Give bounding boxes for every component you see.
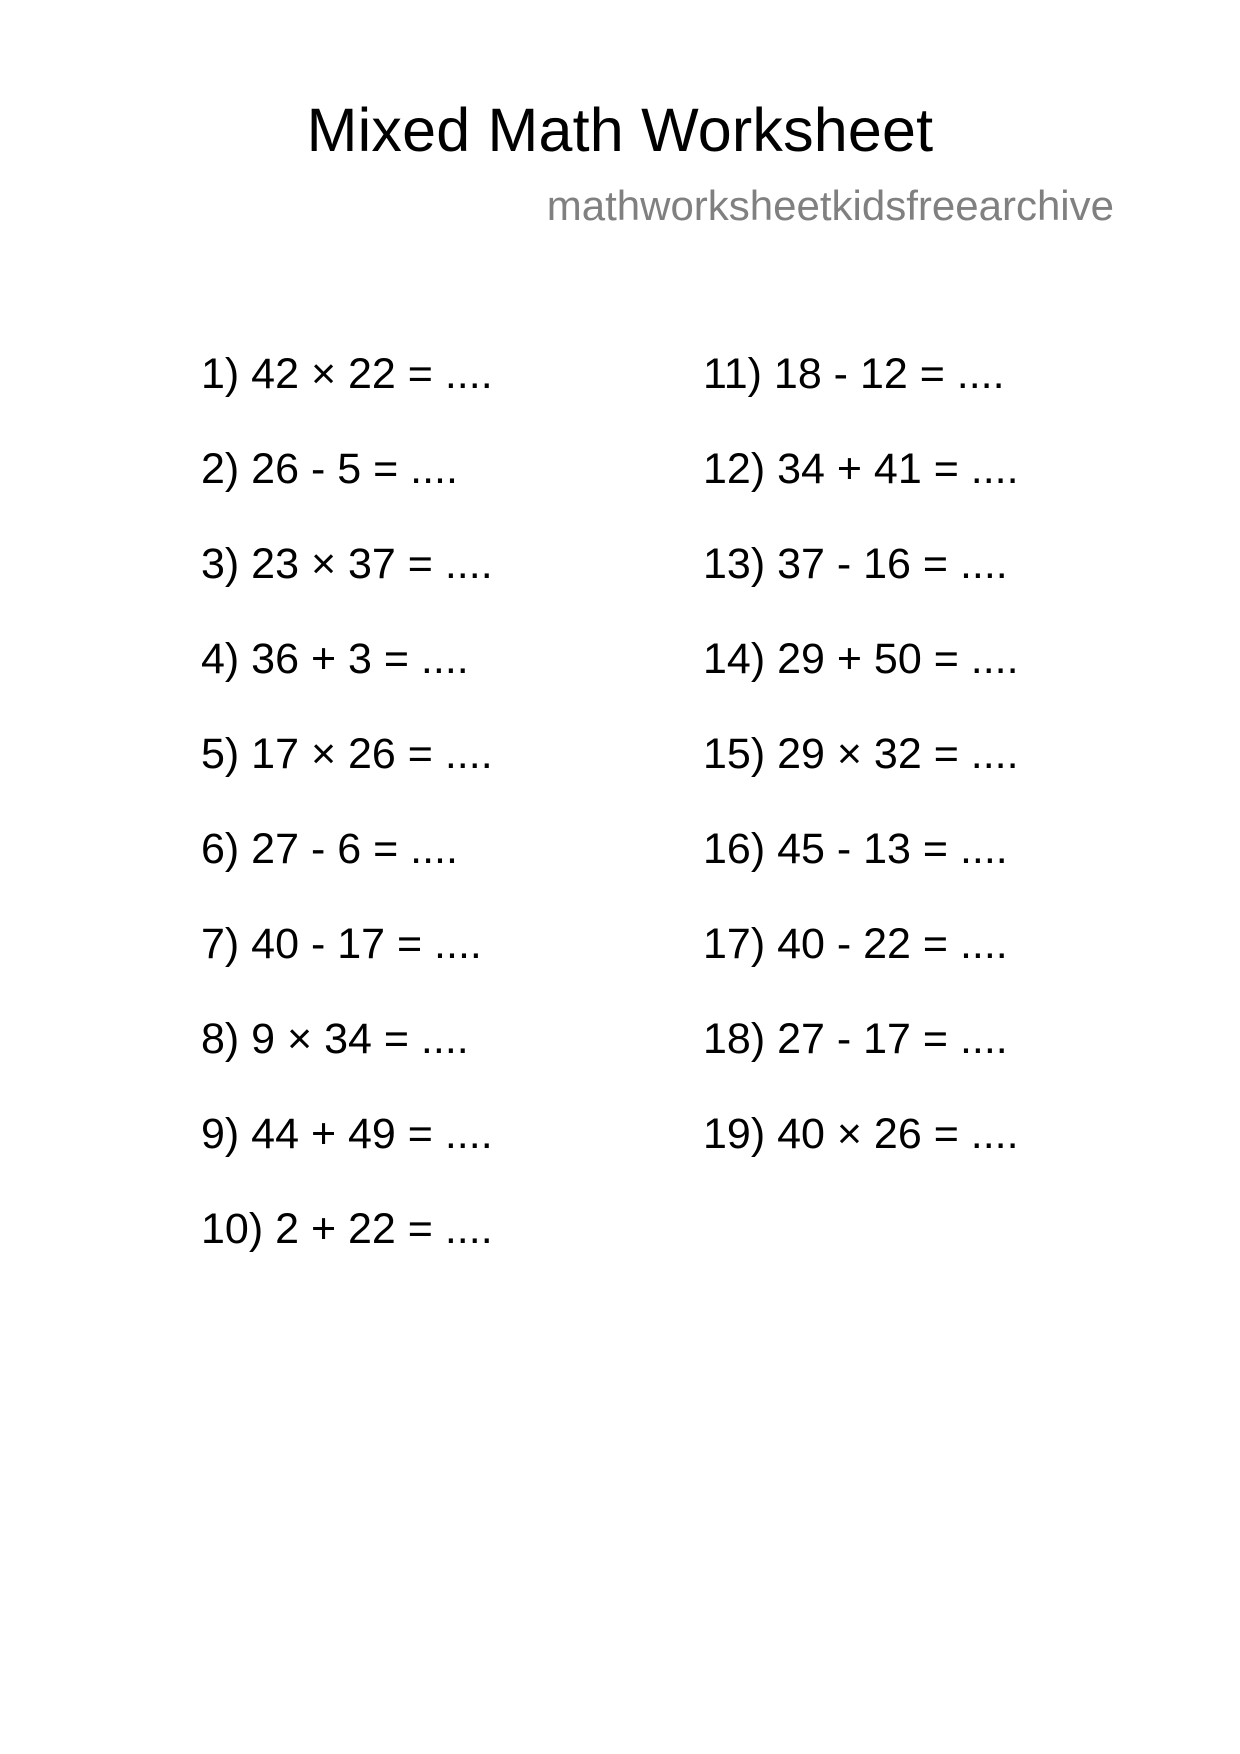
math-problem: 1) 42 × 22 = .... (201, 350, 493, 398)
math-problem: 9) 44 + 49 = .... (201, 1110, 493, 1158)
math-problem: 2) 26 - 5 = .... (201, 445, 458, 493)
problems-left-column (201, 348, 493, 1298)
math-problem: 13) 37 - 16 = .... (703, 540, 1008, 588)
source-label: mathworksheetkidsfreearchive (546, 182, 1114, 229)
math-problem: 11) 18 - 12 = .... (703, 350, 1005, 398)
math-problem: 3) 23 × 37 = .... (201, 540, 493, 588)
math-problem: 5) 17 × 26 = .... (201, 730, 493, 778)
math-problem: 8) 9 × 34 = .... (201, 1015, 469, 1063)
math-problem: 15) 29 × 32 = .... (703, 730, 1019, 778)
math-problem: 6) 27 - 6 = .... (201, 825, 458, 873)
math-problem: 17) 40 - 22 = .... (703, 920, 1008, 968)
math-problem: 7) 40 - 17 = .... (201, 920, 482, 968)
math-problem: 12) 34 + 41 = .... (703, 445, 1019, 493)
math-problem: 4) 36 + 3 = .... (201, 635, 469, 683)
problems-right-column (703, 348, 1019, 1203)
math-problem: 19) 40 × 26 = .... (703, 1110, 1019, 1158)
math-problem: 16) 45 - 13 = .... (703, 825, 1008, 873)
math-problem: 14) 29 + 50 = .... (703, 635, 1019, 683)
worksheet-title: Mixed Math Worksheet (306, 96, 934, 164)
math-problem: 10) 2 + 22 = .... (201, 1205, 493, 1253)
math-problem: 18) 27 - 17 = .... (703, 1015, 1008, 1063)
